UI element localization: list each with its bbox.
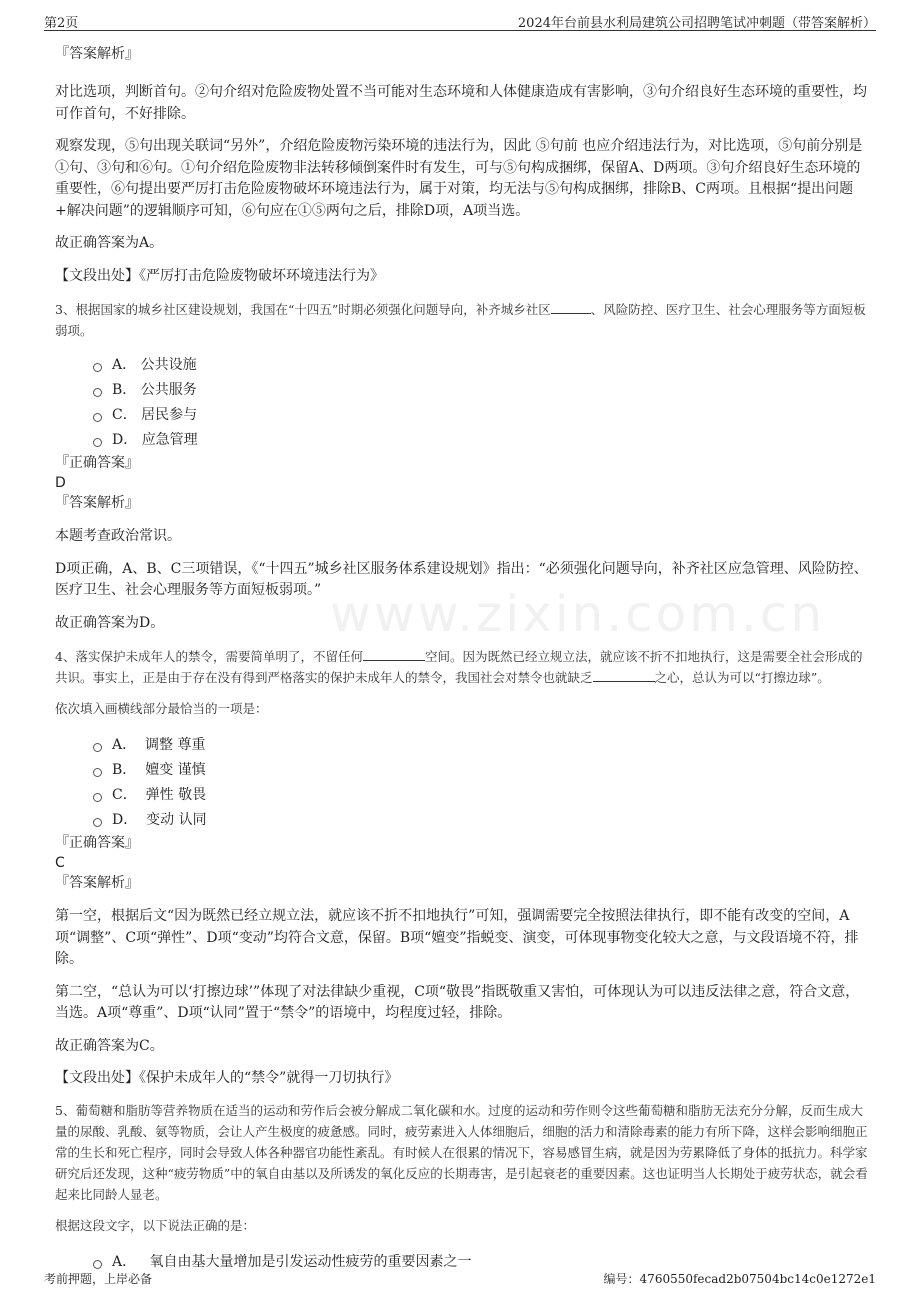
question-5-options bbox=[55, 1250, 870, 1275]
radio-icon[interactable] bbox=[93, 413, 102, 422]
question-4-text: 4、落实保护未成年人的禁令，需要简单明了，不留任何 空间。因为既然已经立规立法，就应该不折不扣地执行，这是需要全社会形成的共识。事实上，正是由于存在没有得到严格落实的保护未成年人的禁令，我国社会对禁令也就缺乏 之心，总认为可以“打擦边球”。 bbox=[55, 649, 863, 685]
conclusion: 故正确答案为D。 bbox=[55, 614, 165, 631]
analysis-label: 『答案解析』 bbox=[55, 875, 139, 891]
radio-icon[interactable] bbox=[93, 1260, 102, 1269]
option-a[interactable]: A． 调整 尊重 bbox=[93, 733, 870, 758]
watermark: www.zixin.com.cn bbox=[330, 585, 826, 643]
correct-answer: D bbox=[55, 475, 66, 491]
option-c[interactable]: C． 弹性 敬畏 bbox=[93, 783, 870, 808]
analysis-paragraph: 本题考查政治常识。 bbox=[55, 528, 181, 544]
radio-icon[interactable] bbox=[93, 363, 102, 372]
radio-icon[interactable] bbox=[93, 438, 102, 447]
radio-icon[interactable] bbox=[93, 793, 102, 802]
option-a[interactable]: A． 氧自由基大量增加是引发运动性疲劳的重要因素之一 bbox=[93, 1250, 870, 1275]
conclusion: 故正确答案为A。 bbox=[55, 235, 164, 251]
correct-answer-label: 『正确答案』 bbox=[55, 835, 139, 851]
analysis-paragraph: D项正确，A、B、C三项错误，《“十四五”城乡社区服务体系建设规划》指出：“必须强化问题导向，补齐社区应急管理、风险防控、医疗卫生、社会心理服务等方面短板弱项。” bbox=[55, 560, 868, 598]
answer-blank bbox=[551, 313, 591, 314]
option-d[interactable]: D． 应急管理 bbox=[93, 428, 870, 453]
question-4-options bbox=[55, 733, 870, 833]
document-body bbox=[55, 44, 870, 1275]
option-a[interactable]: A． 公共设施 bbox=[93, 353, 870, 378]
page-number: 第2页 bbox=[44, 16, 79, 31]
answer-blank bbox=[593, 681, 655, 682]
analysis-paragraph: 对比选项，判断首句。②句介绍对危险废物处置不当可能对生态环境和人体健康造成有害影响，③句介绍良好生态环境的重要性，均可作首句，不好排除。 bbox=[55, 84, 867, 122]
option-d[interactable]: D． 变动 认同 bbox=[93, 808, 870, 833]
question-5-text: 5、葡萄糖和脂肪等营养物质在适当的运动和劳作后会被分解成二氧化碳和水。过度的运动和劳作则令这些葡萄糖和脂肪无法充分分解，反而生成大量的尿酸、乳酸、氨等物质，会让人产生极度的疲惫感。同时，疲劳素进入人体细胞后，细胞的活力和清除毒素的能力有所下降，这样会影响细胞正常的生长和死亡程序，同时会导致人体各种器官功能性紊乱。有时候人在很累的情况下，容易感冒生病，就是因为劳累降低了身体的抵抗力。科学家研究后还发现，这种“疲劳物质”中的氧自由基以及所诱发的氧化反应的长期毒害，是引起衰老的重要因素。这也证明当人长期处于疲劳状态，就会看起来比同龄人显老。 bbox=[55, 1102, 868, 1202]
footer-slogan: 考前押题，上岸必备 bbox=[44, 1272, 153, 1286]
document-serial: 编号：4760550fecad2b07504bc14c0e1272e1 bbox=[603, 1272, 876, 1286]
source-citation: 【文段出处】《严厉打击危险废物破坏环境违法行为》 bbox=[55, 267, 384, 284]
option-b[interactable]: B． 嬗变 谨慎 bbox=[93, 758, 870, 783]
correct-answer: C bbox=[55, 855, 65, 871]
page-header bbox=[44, 10, 876, 31]
radio-icon[interactable] bbox=[93, 388, 102, 397]
radio-icon[interactable] bbox=[93, 768, 102, 777]
option-b[interactable]: B． 公共服务 bbox=[93, 378, 870, 403]
correct-answer-label: 『正确答案』 bbox=[55, 455, 139, 471]
question-prompt: 根据这段文字，以下说法正确的是： bbox=[55, 1217, 256, 1233]
analysis-label: 『答案解析』 bbox=[55, 46, 139, 62]
option-c[interactable]: C． 居民参与 bbox=[93, 403, 870, 428]
document-title: 2024年台前县水利局建筑公司招聘笔试冲刺题（带答案解析） bbox=[517, 16, 876, 31]
question-3-text: 3、根据国家的城乡社区建设规划，我国在“十四五”时期必须强化问题导向，补齐城乡社区 、风险防控、医疗卫生、社会心理服务等方面短板弱项。 bbox=[55, 302, 866, 338]
radio-icon[interactable] bbox=[93, 818, 102, 827]
conclusion: 故正确答案为C。 bbox=[55, 1037, 164, 1054]
answer-blank bbox=[363, 660, 425, 661]
analysis-paragraph: 第二空，“总认为可以‘打擦边球’”体现了对法律缺少重视，C项“敬畏”指既敬重又害怕，可体现认为可以违反法律之意，符合文意，当选。A项“尊重”、D项“认同”置于“禁令”的语境中，均程度过轻，排除。 bbox=[55, 983, 860, 1021]
analysis-paragraph: 观察发现，⑤句出现关联词“另外”，介绍危险废物污染环境的违法行为，因此 ⑤句前 也应介绍违法行为，对比选项，⑤句前分别是①句、③句和⑥句。①句介绍危险废物非法转移倾倒案件时有发生，可与⑤句构成捆绑，保留A、D两项。③句介绍良好生态环境的重要性，⑥句提出要严厉打击危险废物破坏环境违法行为，属于对策，均无法与⑤句构成捆绑，排除B、C两项。且根据“提出问题+解决问题”的逻辑顺序可知，⑥句应在①⑤两句之后，排除D项，A项当选。 bbox=[55, 138, 863, 219]
radio-icon[interactable] bbox=[93, 743, 102, 752]
question-prompt: 依次填入画横线部分最恰当的一项是： bbox=[55, 701, 268, 716]
analysis-paragraph: 第一空，根据后文“因为既然已经立规立法，就应该不折不扣地执行”可知，强调需要完全按照法律执行，即不能有改变的空间，A项“调整”、C项“弹性”、D项“变动”均符合文意，保留。B项“嬗变”指蜕变、演变，可体现事物变化较大之意，与文段语境不符，排除。 bbox=[55, 908, 859, 967]
analysis-label: 『答案解析』 bbox=[55, 495, 139, 511]
question-3-options bbox=[55, 353, 870, 453]
source-citation: 【文段出处】《保护未成年人的“禁令”就得一刀切执行》 bbox=[55, 1070, 399, 1086]
